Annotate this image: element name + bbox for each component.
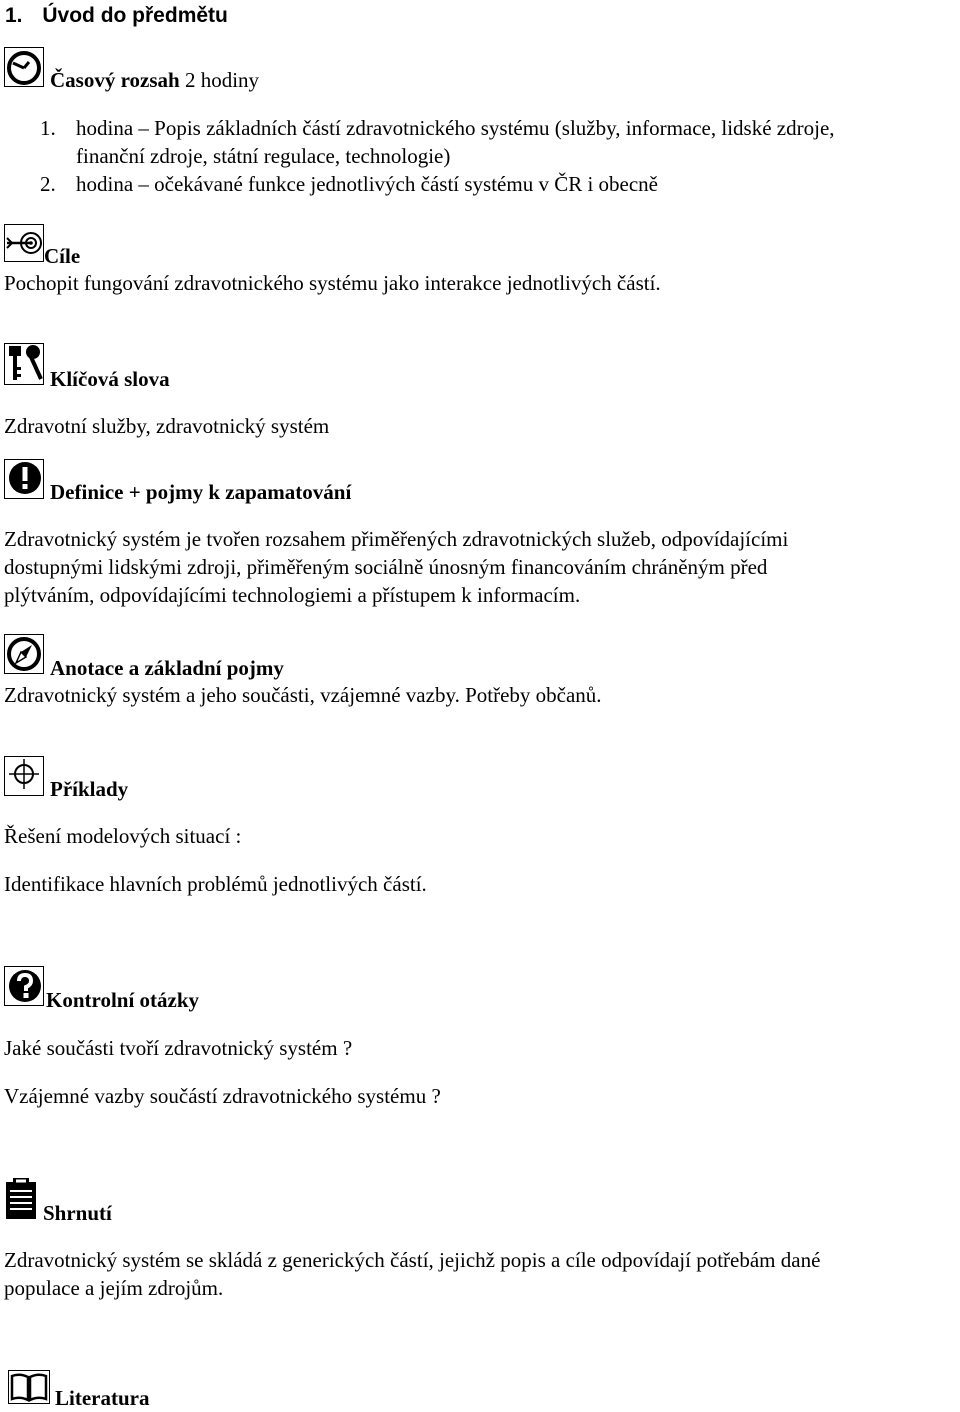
time-value: 2 hodiny	[179, 68, 260, 92]
questions-heading: Kontrolní otázky	[46, 988, 200, 1012]
examples-text: Identifikace hlavních problémů jednotlivých částí.	[4, 872, 427, 896]
clipboard-icon	[4, 1178, 38, 1220]
question-text: Jaké součásti tvoří zdravotnický systém ?	[4, 1036, 353, 1060]
list-item-text: hodina – Popis základních částí zdravotnického systému (služby, informace, lidské zdroje,	[76, 116, 835, 140]
question-icon	[4, 966, 44, 1006]
goals-text: Pochopit fungování zdravotnického systému jako interakce jednotlivých částí.	[4, 271, 661, 295]
summary-line: populace a jejím zdrojům.	[4, 1276, 224, 1300]
target-arrow-icon	[4, 224, 44, 262]
book-icon	[8, 1370, 50, 1404]
goals-heading: Cíle	[44, 244, 81, 268]
chapter-number: 1.	[5, 4, 23, 27]
literature-heading: Literatura	[55, 1386, 150, 1410]
chapter-title	[5, 2, 228, 30]
annotation-heading: Anotace a základní pojmy	[50, 656, 284, 680]
list-item-number: 1.	[40, 116, 56, 140]
keywords-heading: Klíčová slova	[50, 367, 170, 391]
definitions-line: plýtváním, odpovídajícími technologiemi a přístupem k informacím.	[4, 583, 581, 607]
definitions-line: dostupnými lidskými zdroji, přiměřeným sociálně únosným financováním chráněným před	[4, 555, 768, 579]
annotation-text: Zdravotnický systém a jeho součásti, vzájemné vazby. Potřeby občanů.	[4, 683, 602, 707]
list-item-text: hodina – očekávané funkce jednotlivých částí systému v ČR i obecně	[76, 172, 659, 196]
examples-heading: Příklady	[50, 777, 129, 801]
examples-text: Řešení modelových situací :	[4, 824, 242, 848]
summary-heading: Shrnutí	[43, 1201, 112, 1225]
compass-icon	[4, 634, 44, 674]
chapter-title-text: Úvod do předmětu	[42, 4, 228, 27]
crosshair-icon	[4, 756, 44, 796]
question-text: Vzájemné vazby součástí zdravotnického systému ?	[4, 1084, 441, 1108]
definitions-line: Zdravotnický systém je tvořen rozsahem přiměřených zdravotnických služeb, odpovídajícími	[4, 527, 789, 551]
summary-line: Zdravotnický systém se skládá z generických částí, jejichž popis a cíle odpovídají potřebám dané	[4, 1248, 821, 1272]
keywords-text: Zdravotní služby, zdravotnický systém	[4, 414, 330, 438]
time-heading: Časový rozsah	[50, 68, 180, 92]
time-heading-line	[50, 66, 259, 94]
clock-icon	[4, 47, 44, 87]
definitions-heading: Definice + pojmy k zapamatování	[50, 480, 352, 504]
exclamation-icon	[4, 459, 44, 499]
list-item-number: 2.	[40, 172, 56, 196]
list-item-text-cont: finanční zdroje, státní regulace, technologie)	[76, 144, 451, 168]
keys-icon	[4, 343, 44, 385]
